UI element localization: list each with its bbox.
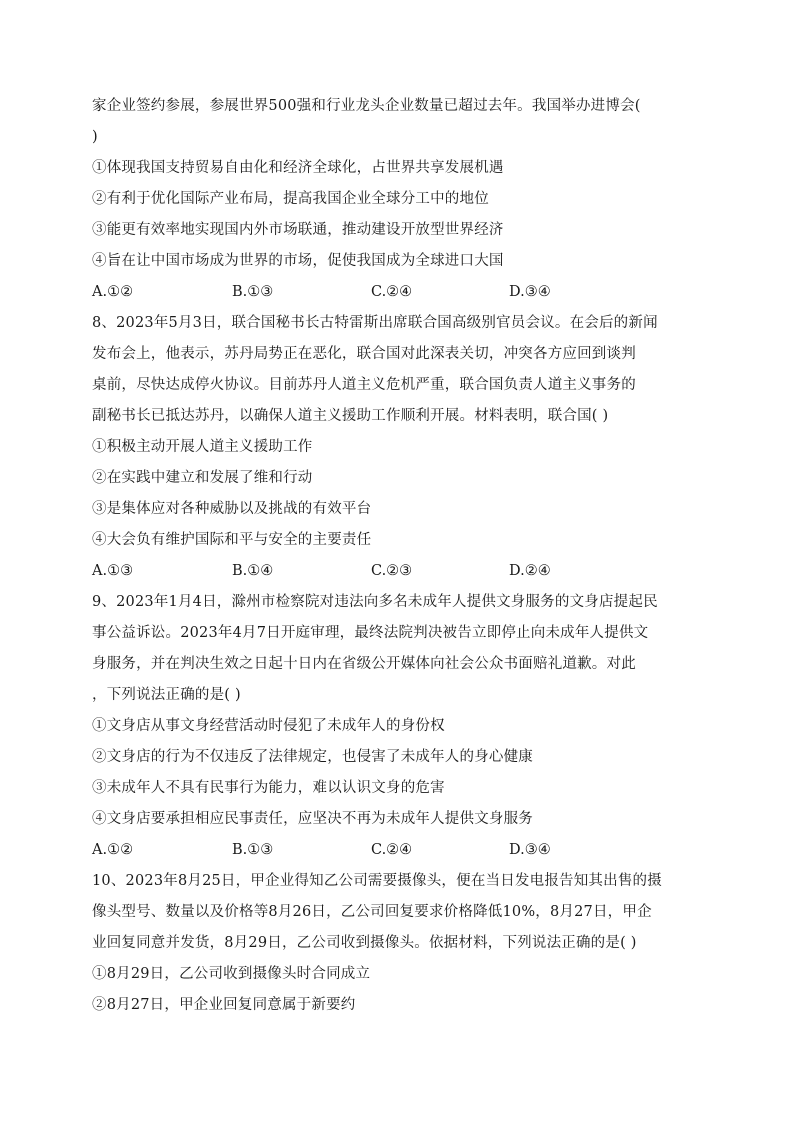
q10-stem-line: 像头型号、数量以及价格等8月26日，乙公司回复要求价格降低10%，8月27日，甲企 [92,904,652,920]
q7-option-c: C.②④ [371,284,413,300]
q7-option-b: B.①③ [232,284,274,300]
q8-options [92,561,692,581]
q8-statement-4: ④大会负有维护国际和平与安全的主要责任 [92,532,372,548]
q8-option-b: B.①④ [232,563,274,579]
q10-statement-1: ①8月29日，乙公司收到摄像头时合同成立 [92,966,371,982]
q10-stem-line: 10、2023年8月25日，甲企业得知乙公司需要摄像头，便在当日发电报告知其出售的摄 [92,873,662,889]
q7-options [92,282,692,302]
q7-statement-4: ④旨在让中国市场成为世界的市场，促使我国成为全球进口大国 [92,253,504,269]
q7-statement-2: ②有利于优化国际产业布局，提高我国企业全球分工中的地位 [92,191,489,207]
q9-option-d: D.③④ [509,842,551,858]
q8-statement-1: ①积极主动开展人道主义援助工作 [92,439,313,455]
q8-option-d: D.②④ [509,563,551,579]
q9-statement-2: ②文身店的行为不仅违反了法律规定，也侵害了未成年人的身心健康 [92,749,533,765]
q10-stem-line: 业回复同意并发货，8月29日，乙公司收到摄像头。依据材料，下列说法正确的是( ) [92,935,637,951]
q7-stem-line: ) [92,129,98,145]
q9-option-b: B.①③ [232,842,274,858]
q8-option-a: A.①③ [92,563,134,579]
q7-option-a: A.①② [92,284,134,300]
q9-option-c: C.②④ [371,842,413,858]
q9-option-a: A.①② [92,842,134,858]
q9-statement-4: ④文身店要承担相应民事责任，应坚决不再为未成年人提供文身服务 [92,811,533,827]
q9-options [92,840,692,860]
q8-option-c: C.②③ [371,563,413,579]
q8-stem-line: 副秘书长已抵达苏丹，以确保人道主义援助工作顺利开展。材料表明，联合国( ) [92,408,609,424]
q9-stem-line: 9、2023年1月4日，滁州市检察院对违法向多名未成年人提供文身服务的文身店提起民 [92,594,658,610]
q9-statement-1: ①文身店从事文身经营活动时侵犯了未成年人的身份权 [92,718,445,734]
q8-stem-line: 发布会上，他表示，苏丹局势正在恶化，联合国对此深表关切，冲突各方应回到谈判 [92,346,636,362]
q7-statement-1: ①体现我国支持贸易自由化和经济全球化，占世界共享发展机遇 [92,160,504,176]
q8-stem-line: 桌前，尽快达成停火协议。目前苏丹人道主义危机严重，联合国负责人道主义事务的 [92,377,636,393]
q7-stem-line: 家企业签约参展，参展世界500强和行业龙头企业数量已超过去年。我国举办进博会( [92,98,641,114]
q8-stem-line: 8、2023年5月3日，联合国秘书长古特雷斯出席联合国高级别官员会议。在会后的新闻 [92,315,658,331]
q10-statement-2: ②8月27日，甲企业回复同意属于新要约 [92,997,356,1013]
q8-statement-3: ③是集体应对各种威胁以及挑战的有效平台 [92,501,372,517]
q9-stem-line: 事公益诉讼。2023年4月7日开庭审理，最终法院判决被告立即停止向未成年人提供文 [92,625,649,641]
q9-statement-3: ③未成年人不具有民事行为能力，难以认识文身的危害 [92,780,445,796]
q7-option-d: D.③④ [509,284,551,300]
q8-statement-2: ②在实践中建立和发展了维和行动 [92,470,313,486]
q9-stem-line: ，下列说法正确的是( ) [92,687,241,703]
q7-statement-3: ③能更有效率地实现国内外市场联通，推动建设开放型世界经济 [92,222,504,238]
q9-stem-line: 身服务，并在判决生效之日起十日内在省级公开媒体向社会公众书面赔礼道歉。对此 [92,656,636,672]
